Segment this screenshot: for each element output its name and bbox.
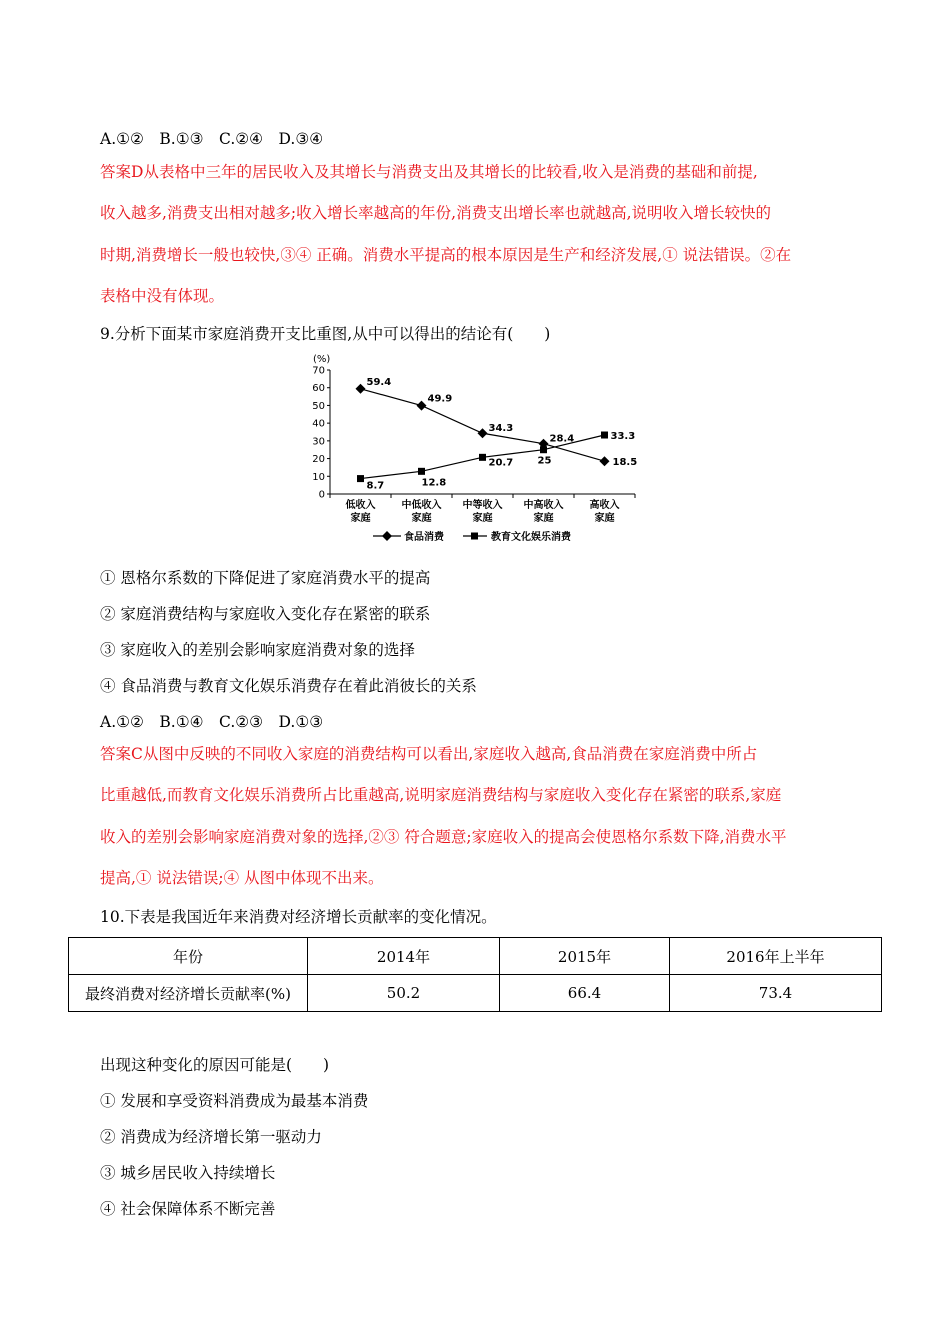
table-cell: 50.2 <box>308 975 500 1012</box>
table-cell: 66.4 <box>500 975 670 1012</box>
q8-answer-line-4: 表格中没有体现。 <box>100 286 225 305</box>
y-tick-label: 60 <box>312 383 325 395</box>
food-point <box>600 456 610 466</box>
food-point <box>417 401 427 411</box>
q8-options: A.①② B.①③ C.②④ D.③④ <box>100 130 324 148</box>
data-label: 18.5 <box>612 457 638 469</box>
q10-item-1: ① 发展和享受资料消费成为最基本消费 <box>100 1092 369 1110</box>
table-header-row <box>69 938 882 975</box>
q10-item-4: ④ 社会保障体系不断完善 <box>100 1200 276 1218</box>
q10-question: 出现这种变化的原因可能是( ) <box>100 1056 330 1074</box>
q9-answer-line-2: 比重越低,而教育文化娱乐消费所占比重越高,说明家庭消费结构与家庭收入变化存在紧密的联系,家庭 <box>100 786 782 805</box>
y-tick-label: 40 <box>312 418 325 430</box>
x-tick-label: 家庭 <box>411 513 432 524</box>
q9-item-2: ② 家庭消费结构与家庭收入变化存在紧密的联系 <box>100 605 431 623</box>
education-point <box>479 454 486 461</box>
food-point <box>478 428 488 438</box>
data-label: 34.3 <box>488 423 514 435</box>
x-tick-label: 高收入 <box>589 500 620 511</box>
x-tick-label: 家庭 <box>533 513 554 524</box>
y-tick-label: 0 <box>318 489 325 501</box>
legend-label: 教育文化娱乐消费 <box>491 532 571 543</box>
consumption-chart <box>305 352 638 547</box>
education-point <box>601 432 608 439</box>
x-tick-label: 家庭 <box>594 513 615 524</box>
q9-answer-line-4: 提高,① 说法错误;④ 从图中体现不出来。 <box>100 868 384 887</box>
q8-answer <box>100 152 852 317</box>
data-label: 49.9 <box>427 393 453 405</box>
q10-stem: 10.下表是我国近年来消费对经济增长贡献率的变化情况。 <box>100 908 497 926</box>
x-tick-label: 中等收入 <box>462 500 503 511</box>
q9-answer-line-3: 收入的差别会影响家庭消费对象的选择,②③ 符合题意;家庭收入的提高会使恩格尔系数下降,消费水平 <box>100 827 787 846</box>
q10-item-2: ② 消费成为经济增长第一驱动力 <box>100 1128 322 1146</box>
q8-answer-line-2: 收入越多,消费支出相对越多;收入增长率越高的年份,消费支出增长率也就越高,说明收入增长较快的 <box>100 204 772 223</box>
table-header-cell: 年份 <box>69 938 308 975</box>
q9-item-1: ① 恩格尔系数的下降促进了家庭消费水平的提高 <box>100 569 431 587</box>
data-label: 20.7 <box>488 457 514 469</box>
table-row <box>69 975 882 1012</box>
answer-text: 从表格中三年的居民收入及其增长与消费支出及其增长的比较看,收入是消费的基础和前提, <box>143 163 758 181</box>
x-tick-label: 低收入 <box>345 500 376 511</box>
answer-label: 答案 <box>100 163 132 181</box>
data-label: 28.4 <box>549 433 575 445</box>
x-tick-label: 中低收入 <box>401 500 442 511</box>
table-header-cell: 2014年 <box>308 938 500 975</box>
table-header-cell: 2015年 <box>500 938 670 975</box>
table-row-label: 最终消费对经济增长贡献率(%) <box>69 975 308 1012</box>
contribution-table <box>68 937 882 1012</box>
education-point <box>357 475 364 482</box>
data-label: 59.4 <box>366 376 392 388</box>
q9-stem: 9.分析下面某市家庭消费开支比重图,从中可以得出的结论有( ) <box>100 325 551 343</box>
y-axis-label: (%) <box>313 354 331 365</box>
x-tick-label: 家庭 <box>350 513 371 524</box>
y-tick-label: 50 <box>312 400 325 412</box>
q8-answer-line-1 <box>100 152 852 193</box>
legend-label: 食品消费 <box>404 532 444 543</box>
answer-letter: C <box>131 745 143 763</box>
q9-options: A.①② B.①④ C.②③ D.①③ <box>100 713 324 731</box>
q9-item-4: ④ 食品消费与教育文化娱乐消费存在着此消彼长的关系 <box>100 677 477 695</box>
q8-answer-line-3: 时期,消费增长一般也较快,③④ 正确。消费水平提高的根本原因是生产和经济发展,① 说法错误。②在 <box>100 245 792 264</box>
y-tick-label: 30 <box>312 436 325 448</box>
q9-answer-line-1 <box>100 734 852 775</box>
y-tick-label: 20 <box>312 454 325 466</box>
series-line <box>361 389 605 461</box>
x-tick-label: 家庭 <box>472 513 493 524</box>
legend-diamond-icon <box>382 531 392 541</box>
answer-label: 答案 <box>100 745 132 763</box>
legend-square-icon <box>471 533 478 540</box>
y-tick-label: 70 <box>312 365 325 377</box>
answer-letter: D <box>131 163 144 181</box>
answer-text: 从图中反映的不同收入家庭的消费结构可以看出,家庭收入越高,食品消费在家庭消费中所占 <box>142 745 758 763</box>
q10-item-3: ③ 城乡居民收入持续增长 <box>100 1164 276 1182</box>
data-label: 25 <box>537 455 552 467</box>
education-point <box>418 468 425 475</box>
table-cell: 73.4 <box>670 975 882 1012</box>
table-header-cell: 2016年上半年 <box>670 938 882 975</box>
x-tick-label: 中高收入 <box>523 500 564 511</box>
data-label: 8.7 <box>366 480 385 492</box>
q9-item-3: ③ 家庭收入的差别会影响家庭消费对象的选择 <box>100 641 415 659</box>
data-label: 33.3 <box>610 431 636 443</box>
data-label: 12.8 <box>421 477 447 489</box>
food-point <box>356 384 366 394</box>
q9-answer <box>100 734 852 899</box>
y-tick-label: 10 <box>312 471 325 483</box>
education-point <box>540 446 547 453</box>
